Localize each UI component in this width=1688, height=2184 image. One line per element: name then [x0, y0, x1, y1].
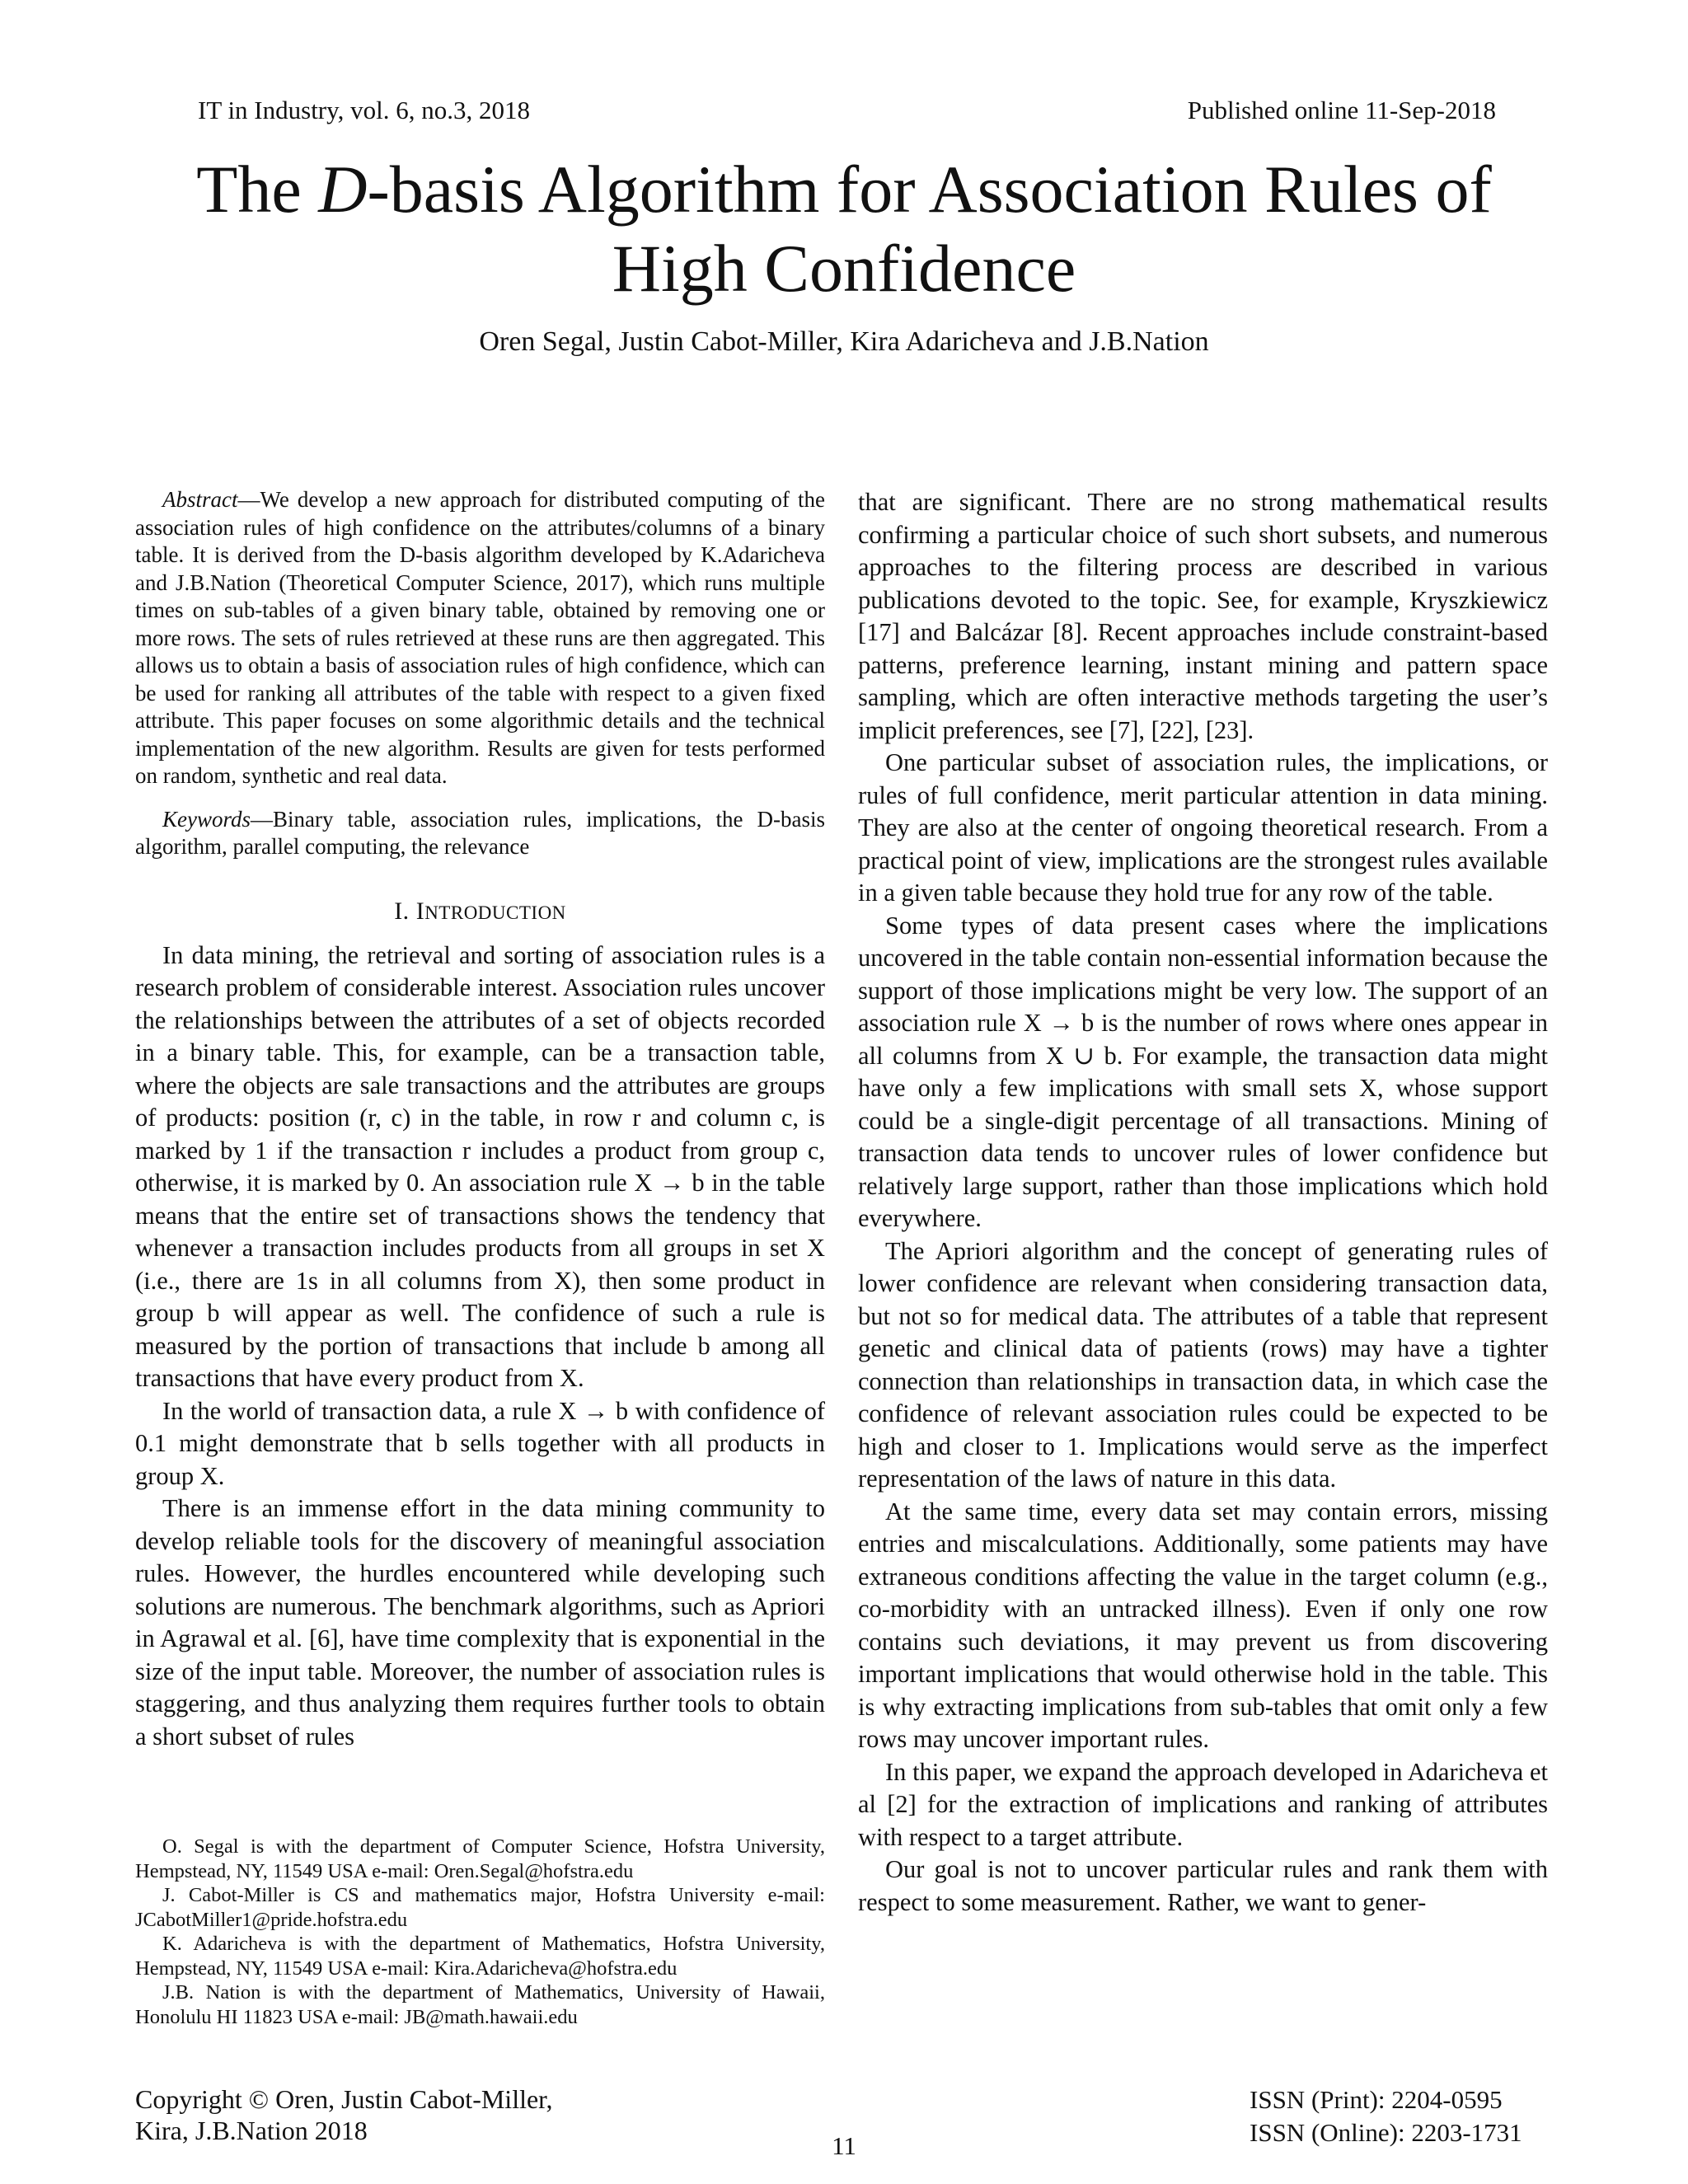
page-number: 11 — [832, 2131, 856, 2160]
copyright-line-1: Copyright © Oren, Justin Cabot-Miller, — [135, 2084, 553, 2114]
section-title-cap: I — [415, 897, 425, 925]
published-date: Published online 11-Sep-2018 — [1187, 96, 1496, 124]
paragraph: In this paper, we expand the approach developed in Adaricheva et al [2] for the extraction of implications and ranking of attributes with respect to a target attribute. — [858, 1757, 1548, 1851]
footnote: J.B. Nation is with the department of Mathematics, University of Hawaii, Honolulu HI 11823 USA e-mail: JB@math.hawaii.edu — [135, 1981, 825, 2028]
paragraph: that are significant. There are no strong mathematical results confirming a particular choice of such short subsets, and numerous approaches to the filtering process are described in various publications devoted to the topic. See, for example, Kryszkiewicz [17] and Balcázar [8]. Recent approaches include constraint-based patterns, preference learning, instant mining and pattern space sampling, which are often interactive methods targeting the user’s implicit preferences, see [7], [22], [23]. — [858, 488, 1548, 744]
title-part-pre: The — [196, 152, 319, 227]
keywords-label: Keywords — [162, 806, 251, 832]
abstract-text: —We develop a new approach for distributed computing of the association rules of high confidence on the attributes/columns of a binary table. It is derived from the D-basis algorithm developed by K.Adaricheva and J.B.Nation (Theoretical Computer Science, 2017), which runs multiple times on sub-tables of a given binary table, obtained by removing one or more rows. The sets of rules retrieved at these runs are then aggregated. This allows us to obtain a basis of association rules of high confidence, which can be used for ranking all attributes of the table with respect to a given fixed attribute. This paper focuses on some algorithmic details and the technical implementation of the new algorithm. Results are given for tests performed on random, synthetic and real data. — [135, 487, 825, 788]
paragraph: In the world of transaction data, a rule X → b with confidence of 0.1 might demonstrate that b sells together with all products in group X. — [135, 1396, 825, 1490]
paragraph: At the same time, every data set may contain errors, missing entries and miscalculations. Additionally, some patients may have extraneous conditions affecting the value in the target column (e.g., co-morbidity with an untracked illness). Even if only one row contains such deviations, it may prevent us from discovering important implications that would otherwise hold in the table. This is why extracting implications from sub-tables that omit only a few rows may uncover important rules. — [858, 1497, 1548, 1753]
footnote: J. Cabot-Miller is CS and mathematics major, Hofstra University e-mail: JCabotMiller1@pride.hofstra.edu — [135, 1884, 825, 1931]
paragraph: The Apriori algorithm and the concept of generating rules of lower confidence are relevant when considering transaction data, but not so for medical data. The attributes of a table that represent genetic and clinical data of patients (rows) may have a tighter connection than relationships in transaction data, in which case the confidence of relevant association rules could be expected to be high and closer to 1. Implications would serve as the imperfect representation of the laws of nature in this data. — [858, 1236, 1548, 1493]
footnote: K. Adaricheva is with the department of Mathematics, Hofstra University, Hempstead, NY, 11549 USA e-mail: Kira.Adaricheva@hofstra.edu — [135, 1933, 825, 1980]
keywords — [135, 806, 825, 861]
section-heading — [135, 898, 825, 926]
issn-online: ISSN (Online): 2203-1731 — [1250, 2118, 1522, 2147]
abstract-label: Abstract — [162, 487, 238, 512]
keywords-text: —Binary table, association rules, implications, the D-basis algorithm, parallel computing, the relevance — [135, 806, 825, 859]
author-list: Oren Segal, Justin Cabot-Miller, Kira Adaricheva and J.B.Nation — [479, 326, 1209, 357]
paragraph: There is an immense effort in the data mining community to develop reliable tools for the discovery of meaningful association rules. However, the hurdles encountered while developing such solutions are numerous. The benchmark algorithms, such as Apriori in Agrawal et al. [6], have time complexity that is exponential in the size of the input table. Moreover, the number of association rules is staggering, and thus analyzing them requires further tools to obtain a short subset of rules — [135, 1494, 825, 1750]
issn-block — [1250, 2083, 1522, 2149]
author-footnotes — [135, 1835, 825, 2029]
right-column — [858, 486, 1548, 1919]
section-number: I. — [394, 897, 410, 925]
title-part-post: -basis Algorithm for Association Rules of — [367, 152, 1492, 227]
title-part-italic: D — [318, 152, 368, 227]
paragraph: In data mining, the retrieval and sorting of association rules is a research problem of considerable interest. Association rules uncover the relationships between the attributes of a set of objects recorded in a binary table. This, for example, can be a transaction table, where the objects are sale transactions and the attributes are groups of products: position (r, c) in the table, in row r and column c, is marked by 1 if the transaction r includes a product from group c, otherwise, it is marked by 0. An association rule X → b in the table means that the entire set of transactions shows the tendency that whenever a transaction includes products from all groups in set X (i.e., there are 1s in all columns from X), then some product in group b will appear as well. The confidence of such a rule is measured by the portion of transactions that include b among all transactions that have every product from X. — [135, 940, 825, 1392]
issn-print: ISSN (Print): 2204-0595 — [1250, 2085, 1503, 2114]
abstract — [135, 486, 825, 790]
paragraph: Some types of data present cases where the implications uncovered in the table contain non-essential information because the support of those implications might be very low. The support of an association rule X → b is the number of rows where ones appear in all columns from X ∪ b. For example, the transaction data might have only a few implications with small sets X, whose support could be a single-digit percentage of all transactions. Mining of transaction data tends to uncover rules of lower confidence but relatively large support, rather than those implications which hold everywhere. — [858, 911, 1548, 1232]
paragraph: Our goal is not to uncover particular rules and rank them with respect to some measurement. Rather, we want to gener- — [858, 1855, 1548, 1916]
paper-title — [124, 150, 1564, 308]
footnote: O. Segal is with the department of Computer Science, Hofstra University, Hempstead, NY, 11549 USA e-mail: Oren.Segal@hofstra.edu — [135, 1835, 825, 1882]
paragraph: One particular subset of association rules, the implications, or rules of full confidence, merit particular attention in data mining. They are also at the center of ongoing theoretical research. From a practical point of view, implications are the strongest rules available in a given table because they hold true for any row of the table. — [858, 748, 1548, 907]
copyright-line-2: Kira, J.B.Nation 2018 — [135, 2116, 368, 2145]
title-line-2: High Confidence — [612, 231, 1076, 306]
journal-header: IT in Industry, vol. 6, no.3, 2018 — [198, 96, 530, 124]
left-column — [135, 486, 825, 1753]
section-title-rest: NTRODUCTION — [424, 902, 566, 923]
